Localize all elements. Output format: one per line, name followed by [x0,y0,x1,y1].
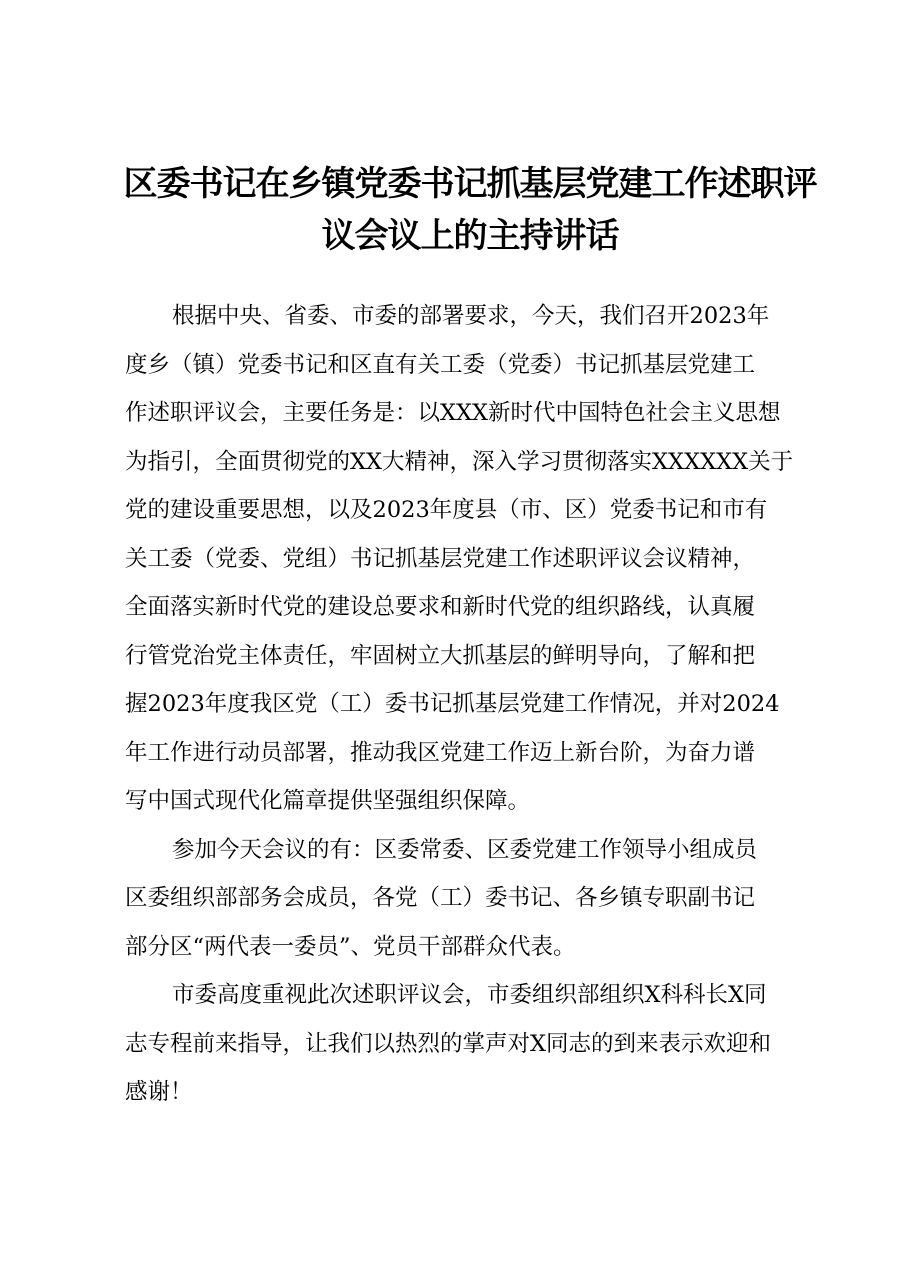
paragraph-line: 感谢！ [125,1079,193,1105]
paragraph-welcome [125,971,815,1117]
paragraph-attendees [125,826,815,972]
paragraph-line: 市委高度重视此次述职评议会，市委组织部组织X科科长X同 [172,982,767,1008]
paragraph-line: 年工作进行动员部署，推动我区党建工作迈上新台阶，为奋力谱 [125,739,756,766]
paragraph-line: 部分区“两代表一委员”、党员干部群众代表。 [125,933,576,960]
paragraph-line: 根据中央、省委、市委的部署要求，今天，我们召开2023年 [172,303,770,329]
paragraph-line: 党的建设重要思想，以及2023年度县（市、区）党委书记和市有 [125,497,768,523]
paragraph-intro [125,292,815,826]
paragraph-line: 志专程前来指导，让我们以热烈的掌声对X同志的到来表示欢迎和 [125,1030,772,1057]
paragraph-line: 关工委（党委、党组）书记抓基层党建工作述职评议会议精神， [125,545,756,572]
title-line-2: 议会议上的主持讲话 [321,216,619,256]
paragraph-line: 全面落实新时代党的建设总要求和新时代党的组织路线，认真履 [125,594,756,620]
paragraph-line: 写中国式现代化篇章提供坚强组织保障。 [125,788,531,814]
title-line-1: 区委书记在乡镇党委书记抓基层党建工作述职评 [123,164,817,204]
paragraph-line: 作述职评议会，主要任务是：以XXX新时代中国特色社会主义思想 [125,400,781,426]
document-title [100,158,840,262]
paragraph-line: 度乡（镇）党委书记和区直有关工委（党委）书记抓基层党建工 [125,351,756,378]
paragraph-line: 握2023年度我区党（工）委书记抓基层党建工作情况，并对2024 [125,691,780,717]
paragraph-line: 参加今天会议的有：区委常委、区委党建工作领导小组成员 [172,836,758,863]
paragraph-line: 为指引，全面贯彻党的XX大精神，深入学习贯彻落实XXXXXX关于 [125,448,794,475]
paragraph-line: 行管党治党主体责任，牢固树立大抓基层的鲜明导向，了解和把 [125,642,756,669]
document-body [125,292,815,1117]
paragraph-line: 区委组织部部务会成员，各党（工）委书记、各乡镇专职副书记 [125,885,756,911]
